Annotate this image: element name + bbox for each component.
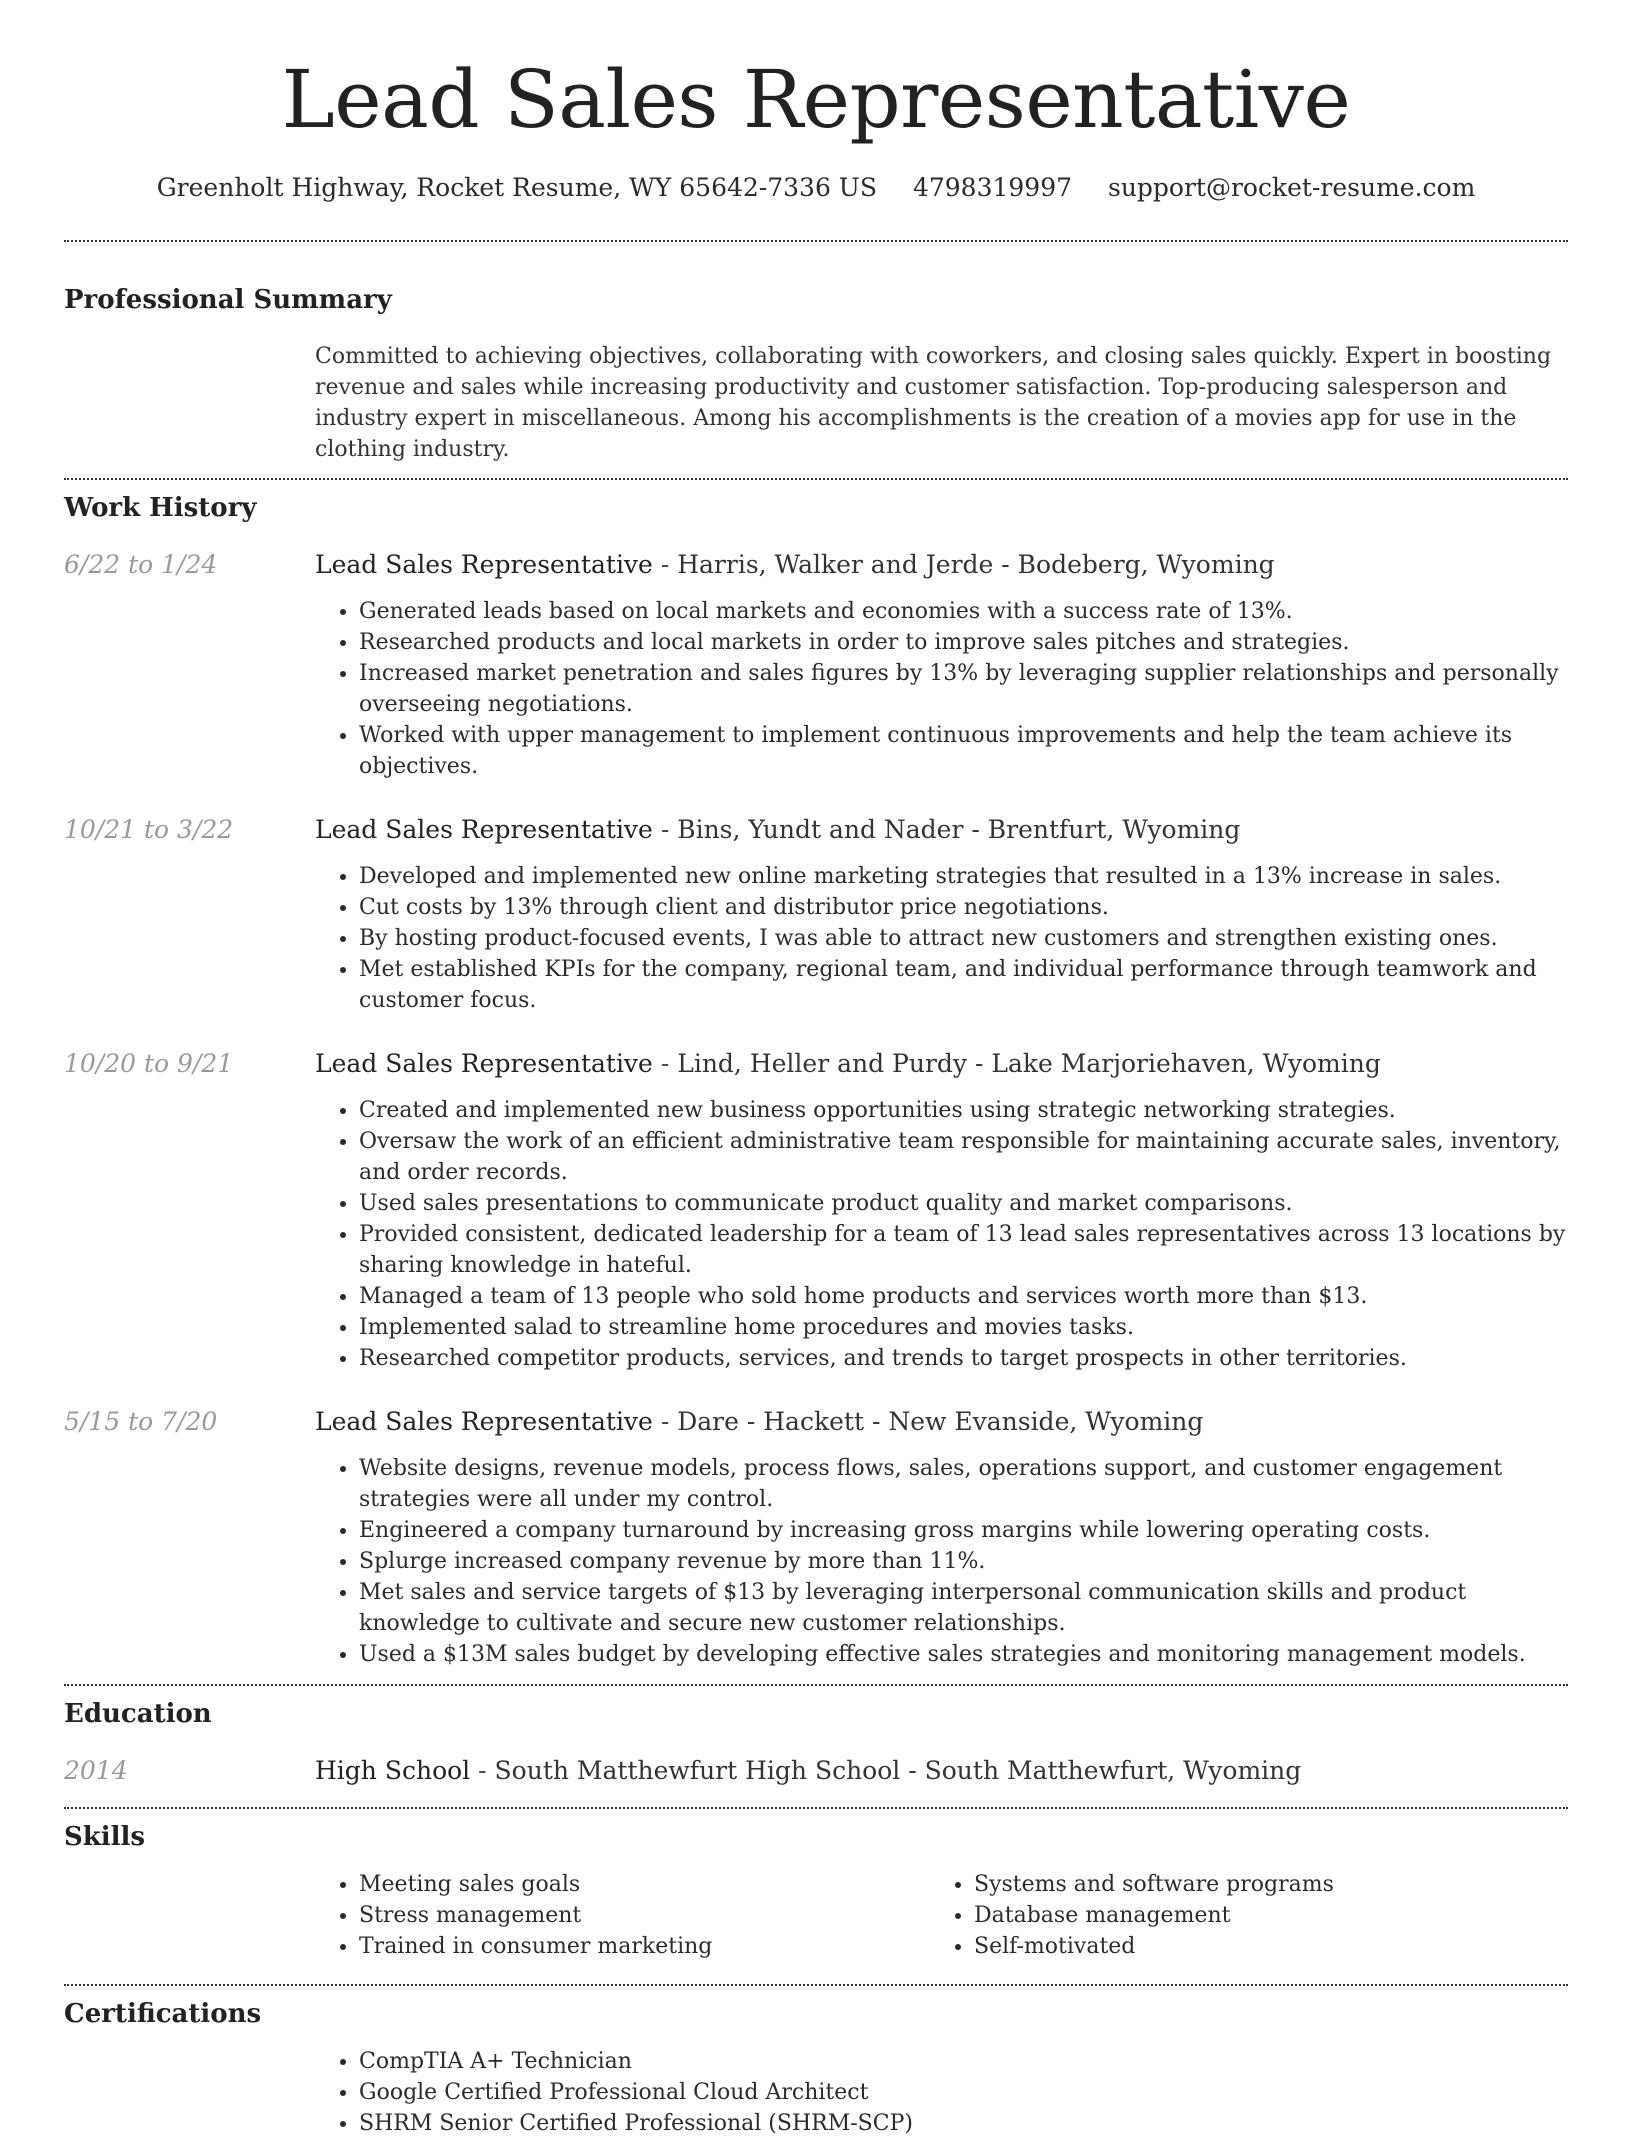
job-entry [64, 548, 1568, 782]
summary-text: Committed to achieving objectives, collaborating with coworkers, and closing sales quickly. Expert in boosting revenue and sales while increasing productivity and customer satisfaction. Top-producing salesperson and industry expert in miscellaneous. Among his accomplishments is the creation of a movies app for use in the clothing industry. [315, 344, 1552, 462]
job-company: Lind, Heller and Purdy - Lake Marjoriehaven, Wyoming [677, 1049, 1381, 1078]
list-item: • Generated leads based on local markets and economies with a success rate of 13%. [359, 596, 1568, 627]
skill-item: • Stress management [359, 1900, 930, 1931]
skills-column-right [930, 1869, 1544, 1962]
list-item: • Website designs, revenue models, process flows, sales, operations support, and customer engagement strategies were all under my control. [359, 1453, 1568, 1515]
education-degree: High School [315, 1756, 471, 1785]
job-separator: - [660, 1049, 678, 1078]
job-dates: 10/20 to 9/21 [64, 1049, 234, 1078]
list-item: • Used a $13M sales budget by developing effective sales strategies and monitoring management models. [359, 1639, 1568, 1670]
certification-item: • Google Certified Professional Cloud Architect [359, 2077, 1568, 2108]
job-title [315, 813, 1240, 847]
section-title-education: Education [64, 1699, 212, 1729]
contact-phone: 4798319997 [912, 173, 1073, 202]
education-entry [64, 1754, 1568, 1788]
list-item: • Used sales presentations to communicate product quality and market comparisons. [359, 1188, 1568, 1219]
divider [64, 478, 1568, 480]
certifications-list [315, 2046, 1568, 2139]
divider [64, 1984, 1568, 1986]
contact-address: Greenholt Highway, Rocket Resume, WY 65642-7336 US [156, 173, 878, 202]
job-position: Lead Sales Representative [315, 1049, 653, 1078]
divider [64, 1807, 1568, 1809]
contact-line [64, 172, 1568, 204]
job-position: Lead Sales Representative [315, 550, 653, 579]
skill-item: • Trained in consumer marketing [359, 1931, 930, 1962]
list-item: • Researched products and local markets in order to improve sales pitches and strategies. [359, 627, 1568, 658]
job-bullets [315, 596, 1568, 782]
job-entry [64, 813, 1568, 1016]
education-title [315, 1754, 1301, 1788]
job-separator: - [660, 1407, 678, 1436]
job-separator: - [660, 815, 678, 844]
section-title-summary: Professional Summary [64, 285, 392, 315]
contact-email: support@rocket-resume.com [1107, 173, 1476, 202]
skill-item: • Self-motivated [974, 1931, 1544, 1962]
list-item: • Engineered a company turnaround by increasing gross margins while lowering operating costs. [359, 1515, 1568, 1546]
skill-item: • Meeting sales goals [359, 1869, 930, 1900]
list-item: • Splurge increased company revenue by more than 11%. [359, 1546, 1568, 1577]
job-dates: 10/21 to 3/22 [64, 815, 234, 844]
skills-column-left [315, 1869, 930, 1962]
education-school: South Matthewfurt High School - South Matthewfurt, Wyoming [494, 1756, 1302, 1785]
job-header [64, 813, 1568, 847]
list-item: • Increased market penetration and sales figures by 13% by leveraging supplier relationships and personally overseeing negotiations. [359, 658, 1568, 720]
skill-item: • Database management [974, 1900, 1544, 1931]
job-position: Lead Sales Representative [315, 815, 653, 844]
list-item: • Researched competitor products, services, and trends to target prospects in other territories. [359, 1343, 1568, 1374]
section-title-certifications: Certifications [64, 1999, 262, 2029]
job-title [315, 1047, 1381, 1081]
list-item: • Met sales and service targets of $13 by leveraging interpersonal communication skills and product knowledge to cultivate and secure new customer relationships. [359, 1577, 1568, 1639]
section-title-work-history: Work History [64, 493, 257, 523]
certification-item: • SHRM Senior Certified Professional (SHRM-SCP) [359, 2108, 1568, 2139]
divider [64, 240, 1568, 242]
job-dates: 6/22 to 1/24 [64, 550, 218, 579]
job-position: Lead Sales Representative [315, 1407, 653, 1436]
skills-grid [315, 1869, 1568, 1962]
skill-item: • Systems and software programs [974, 1869, 1544, 1900]
job-entry [64, 1047, 1568, 1374]
list-item: • Managed a team of 13 people who sold home products and services worth more than $13. [359, 1281, 1568, 1312]
list-item: • Implemented salad to streamline home procedures and movies tasks. [359, 1312, 1568, 1343]
job-company: Dare - Hackett - New Evanside, Wyoming [677, 1407, 1204, 1436]
job-dates: 5/15 to 7/20 [64, 1407, 218, 1436]
list-item: • Met established KPIs for the company, regional team, and individual performance through teamwork and customer focus. [359, 954, 1568, 1016]
job-separator: - [660, 550, 678, 579]
job-bullets [315, 1453, 1568, 1670]
resume-name: Lead Sales Representative [281, 53, 1351, 146]
section-title-skills: Skills [64, 1822, 146, 1852]
resume-page [64, 0, 1568, 2139]
list-item: • By hosting product-focused events, I was able to attract new customers and strengthen existing ones. [359, 923, 1568, 954]
job-company: Harris, Walker and Jerde - Bodeberg, Wyoming [677, 550, 1275, 579]
job-title [315, 1405, 1203, 1439]
job-company: Bins, Yundt and Nader - Brentfurt, Wyoming [677, 815, 1241, 844]
job-header [64, 548, 1568, 582]
list-item: • Oversaw the work of an efficient administrative team responsible for maintaining accurate sales, inventory, and order records. [359, 1126, 1568, 1188]
job-title [315, 548, 1275, 582]
divider [64, 1684, 1568, 1686]
job-entry [64, 1405, 1568, 1670]
list-item: • Provided consistent, dedicated leadership for a team of 13 lead sales representatives across 13 locations by sharing knowledge in hateful. [359, 1219, 1568, 1281]
job-header [64, 1405, 1568, 1439]
list-item: • Worked with upper management to implement continuous improvements and help the team achieve its objectives. [359, 720, 1568, 782]
education-year: 2014 [64, 1756, 128, 1785]
job-bullets [315, 861, 1568, 1016]
list-item: • Developed and implemented new online marketing strategies that resulted in a 13% increase in sales. [359, 861, 1568, 892]
list-item: • Cut costs by 13% through client and distributor price negotiations. [359, 892, 1568, 923]
education-separator: - [478, 1756, 495, 1785]
job-header [64, 1047, 1568, 1081]
job-bullets [315, 1095, 1568, 1374]
certification-item: • CompTIA A+ Technician [359, 2046, 1568, 2077]
list-item: • Created and implemented new business opportunities using strategic networking strategies. [359, 1095, 1568, 1126]
